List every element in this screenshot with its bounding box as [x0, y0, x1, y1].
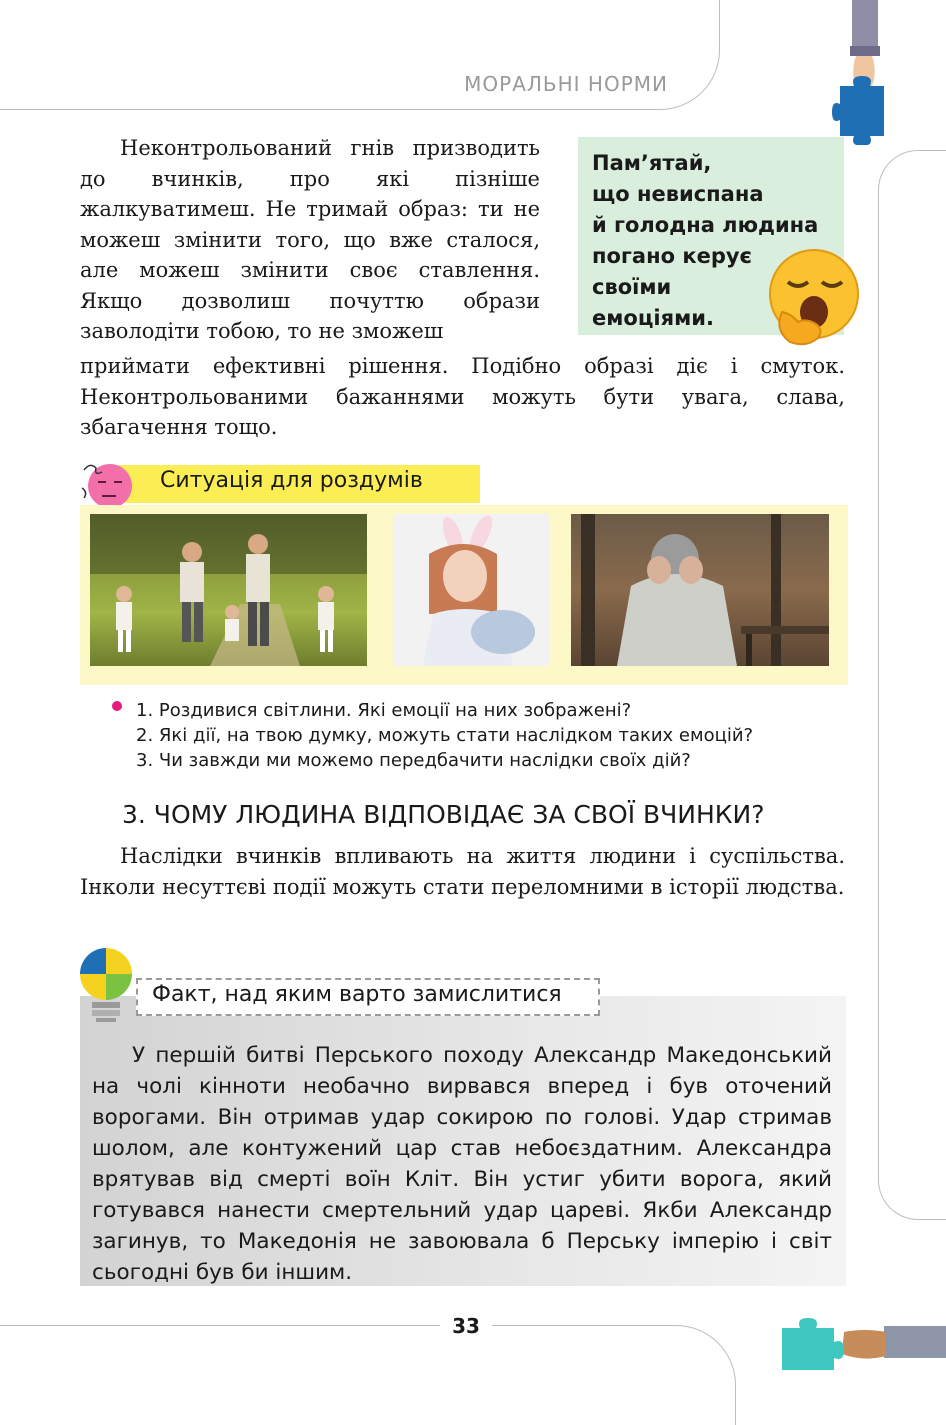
thinking-face-icon	[80, 458, 132, 510]
remember-line: погано керує	[592, 244, 752, 268]
remember-line: своїми	[592, 275, 672, 299]
intro-text-narrow: Неконтрольований гнів призводить до вчинків, про які пізніше жалкуватимеш. Не тримай образ: ти не можеш змінити того, що вже сталося, але можеш змінити своє ставлення. Якщо дозволиш почуттю образи заволодіти тобою, то не зможеш	[80, 136, 540, 343]
chapter-header: МОРАЛЬНІ НОРМИ	[464, 72, 668, 96]
page-frame-bottom-right	[492, 1325, 672, 1326]
page-frame-right	[878, 150, 946, 1220]
stressed-man-photo	[571, 514, 829, 666]
sad-girl-photo	[393, 514, 550, 666]
remember-line: Пам’ятай,	[592, 151, 712, 175]
question-item: 2. Які дії, на твою думку, можуть стати наслідком таких емоцій?	[136, 725, 754, 746]
section-heading: 3. ЧОМУ ЛЮДИНА ВІДПОВІДАЄ ЗА СВОЇ ВЧИНКИ?	[122, 800, 765, 829]
puzzle-lightbulb-icon	[78, 946, 138, 1026]
question-item: 3. Чи завжди ми можемо передбачити наслідки своїх дій?	[136, 750, 691, 771]
hand-puzzle-icon	[832, 0, 892, 145]
questions-list	[136, 698, 753, 773]
remember-line: емоціями.	[592, 306, 714, 330]
yawning-face-icon	[762, 248, 866, 348]
intro-text-wide: приймати ефективні рішення. Подібно образі діє і смуток. Неконтрольованими бажаннями можуть бути увага, слава, збагачення тощо.	[80, 354, 845, 439]
fact-text: У першій битві Перського походу Александр Македонський на чолі кінноти необачно вирвався вперед і був оточений ворогами. Він отримав удар сокирою по голові. Удар стримав шолом, але контужений цар став небоєздатним. Александра врятував від смерті воїн Кліт. Він устиг убити ворога, який готувався нанести смертельний удар цареві. Якби Александр загинув, то Македонія не завоювала б Перську імперію і світ сьогодні був би іншим.	[92, 1043, 832, 1285]
remember-line: що невиспана	[592, 182, 764, 206]
remember-line: й голодна людина	[592, 213, 819, 237]
page-frame-bottom-curve	[672, 1325, 736, 1425]
page-number: 33	[452, 1314, 480, 1338]
section-text: Наслідки вчинків впливають на життя людини і суспільства. Інколи несуттєві події можуть стати переломними в історії людства.	[80, 844, 845, 899]
bullet-marker	[112, 701, 122, 711]
hand-puzzle-bottom-icon	[780, 1316, 946, 1372]
situation-title: Ситуація для роздумів	[160, 468, 423, 493]
page-frame-bottom	[0, 1325, 440, 1326]
fact-title: Факт, над яким варто замислитися	[152, 982, 562, 1007]
family-walking-photo	[90, 514, 367, 666]
question-item: 1. Роздивися світлини. Які емоції на них зображені?	[136, 700, 632, 721]
